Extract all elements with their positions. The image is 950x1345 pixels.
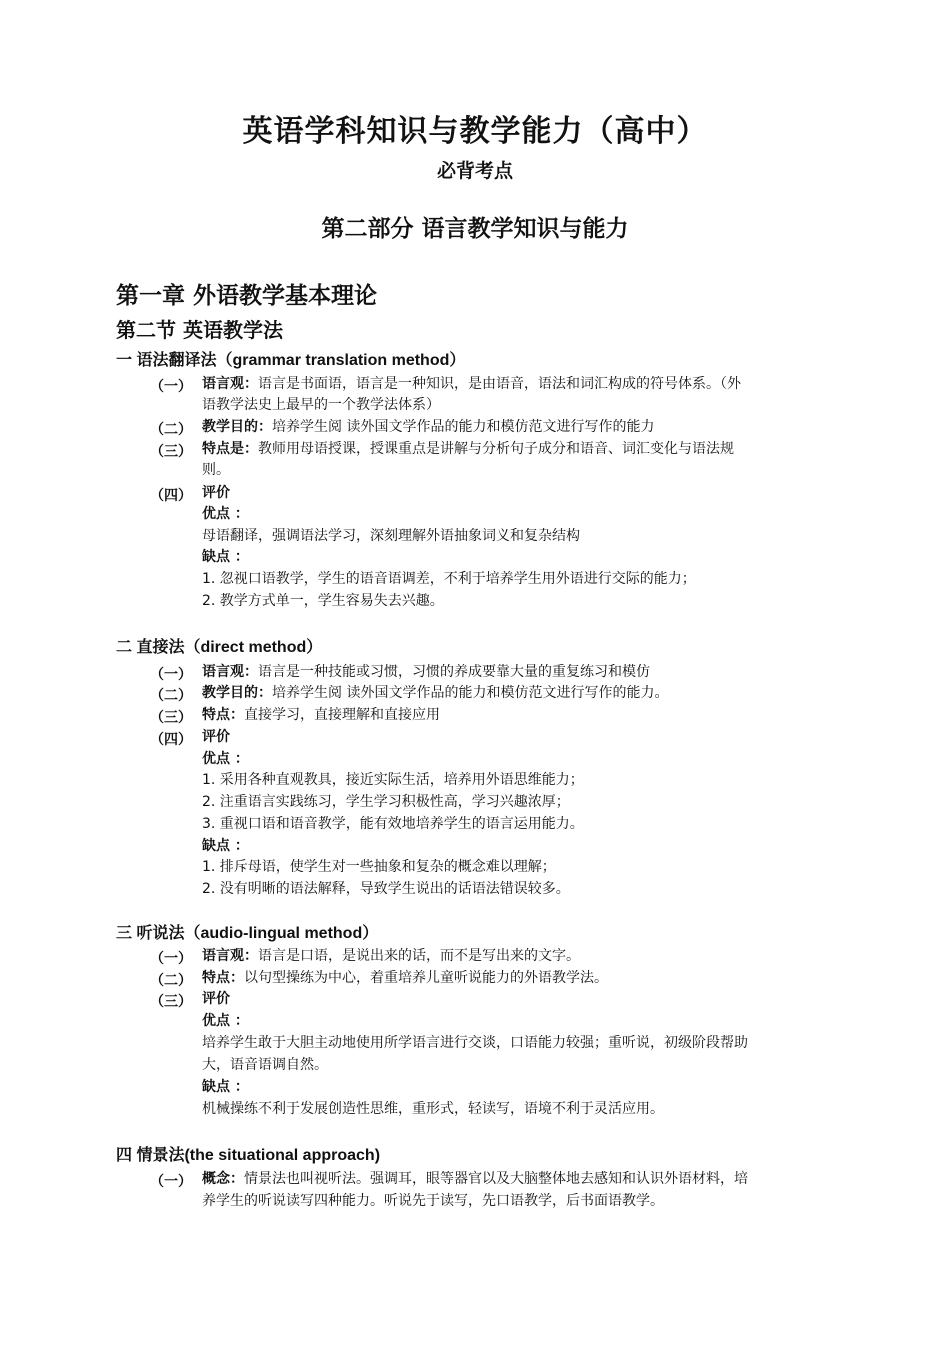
item-text-continued: 语教学法史上最早的一个教学法体系） (202, 397, 440, 413)
method-heading-grammar-translation: 一 语法翻译法（grammar translation method） (116, 352, 466, 369)
item-label: 特点是： (202, 441, 258, 457)
cons-item: 2. 教学方式单一，学生容易失去兴趣。 (202, 593, 444, 609)
item-number: （二） (150, 422, 192, 438)
item-label: 特点： (202, 707, 244, 723)
document-title: 英语学科知识与教学能力（高中） (242, 114, 708, 149)
pros-label: 优点 ： (202, 506, 249, 522)
item-teaching-goal (202, 417, 832, 438)
item-label: 语言观： (202, 376, 258, 392)
item-number: （二） (150, 688, 192, 704)
item-number: （二） (150, 973, 192, 989)
item-number: （三） (150, 994, 192, 1010)
cons-label: 缺点 ： (202, 549, 249, 565)
item-text: 情景法也叫视听法。强调耳，眼等器官以及大脑整体地去感知和认识外语材料，培 (244, 1171, 748, 1187)
item-text: 语言是书面语，语言是一种知识，是由语音，语法和词汇构成的符号体系。（外 (258, 376, 741, 392)
item-language-view (202, 662, 832, 683)
pros-item: 2. 注重语言实践练习，学生学习积极性高，学习兴趣浓厚； (202, 794, 570, 810)
item-text: 培养学生阅 读外国文学作品的能力和模仿范文进行写作的能力 (272, 419, 655, 435)
chapter-heading: 第一章 外语教学基本理论 (116, 283, 378, 309)
cons-item: 1. 忽视口语教学，学生的语音语调差，不利于培养学生用外语进行交际的能力； (202, 571, 696, 587)
item-features (202, 705, 832, 726)
pros-text: 培养学生敢于大胆主动地使用所学语言进行交谈，口语能力较强；重听说，初级阶段帮助 (202, 1035, 748, 1051)
item-label: 特点： (202, 970, 244, 986)
item-teaching-goal (202, 683, 832, 704)
item-number: （一） (150, 667, 192, 683)
item-label: 教学目的： (202, 685, 272, 701)
item-features (202, 439, 832, 460)
pros-item: 3. 重视口语和语音教学，能有效地培养学生的语言运用能力。 (202, 816, 584, 832)
cons-item: 2. 没有明晰的语法解释，导致学生说出的话语法错误较多。 (202, 881, 570, 897)
item-evaluation-label: 评价 (202, 729, 230, 745)
item-label: 语言观： (202, 948, 258, 964)
item-text-continued: 则。 (202, 462, 230, 478)
part-heading: 第二部分 语言教学知识与能力 (321, 216, 629, 242)
item-number: （三） (150, 710, 192, 726)
item-text: 教师用母语授课，授课重点是讲解与分析句子成分和语音、词汇变化与语法规 (258, 441, 734, 457)
item-text: 语言是口语，是说出来的话，而不是写出来的文字。 (258, 948, 580, 964)
item-text: 语言是一种技能或习惯，习惯的养成要靠大量的重复练习和模仿 (258, 664, 650, 680)
item-concept (202, 1169, 832, 1190)
cons-text: 机械操练不利于发展创造性思维，重形式，轻读写，语境不利于灵活应用。 (202, 1101, 664, 1117)
cons-label: 缺点 ： (202, 1079, 249, 1095)
item-language-view (202, 374, 832, 395)
section-heading: 第二节 英语教学法 (116, 318, 283, 342)
pros-label: 优点 ： (202, 1013, 249, 1029)
item-number: （一） (150, 1174, 192, 1190)
item-number: （四） (150, 488, 192, 504)
item-evaluation-label: 评价 (202, 991, 230, 1007)
item-label: 教学目的： (202, 419, 272, 435)
item-evaluation-label: 评价 (202, 485, 230, 501)
item-text: 培养学生阅 读外国文学作品的能力和模仿范文进行写作的能力。 (272, 685, 669, 701)
item-number: （四） (150, 732, 192, 748)
item-language-view (202, 946, 832, 967)
cons-label: 缺点 ： (202, 838, 249, 854)
item-text: 直接学习，直接理解和直接应用 (244, 707, 440, 723)
item-text: 以句型操练为中心，着重培养儿童听说能力的外语教学法。 (244, 970, 608, 986)
method-heading-direct: 二 直接法（direct method） (116, 639, 323, 656)
method-heading-situational: 四 情景法(the situational approach) (116, 1147, 381, 1164)
item-number: （三） (150, 444, 192, 460)
item-features (202, 968, 832, 989)
cons-item: 1. 排斥母语，使学生对一些抽象和复杂的概念难以理解； (202, 859, 556, 875)
item-label: 概念： (202, 1171, 244, 1187)
pros-label: 优点 ： (202, 751, 249, 767)
item-label: 语言观： (202, 664, 258, 680)
document-subtitle: 必背考点 (436, 160, 513, 182)
item-text-continued: 养学生的听说读写四种能力。听说先于读写，先口语教学，后书面语教学。 (202, 1193, 664, 1209)
item-number: （一） (150, 951, 192, 967)
pros-item: 1. 采用各种直观教具，接近实际生活，培养用外语思维能力； (202, 772, 584, 788)
pros-text: 母语翻译，强调语法学习，深刻理解外语抽象词义和复杂结构 (202, 528, 580, 544)
method-heading-audio-lingual: 三 听说法（audio-lingual method） (116, 925, 379, 942)
item-number: （一） (150, 379, 192, 395)
pros-text-continued: 大，语音语调自然。 (202, 1057, 328, 1073)
